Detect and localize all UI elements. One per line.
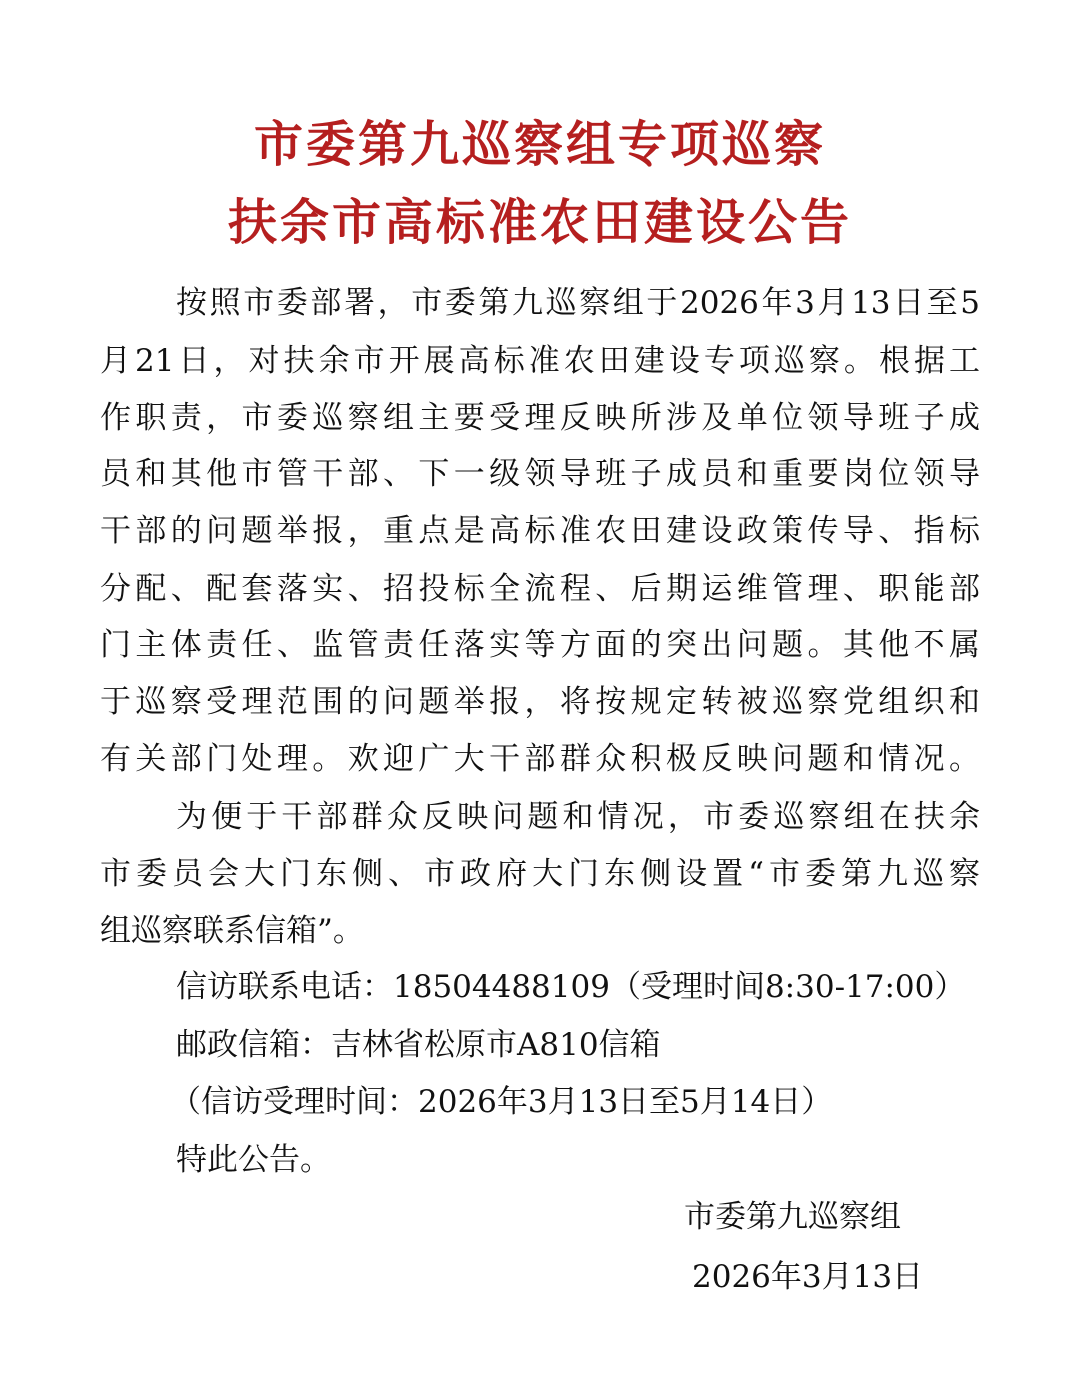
signature-organization: 市委第九巡察组 <box>684 1199 901 1235</box>
paragraph-1-line: 作职责，市委巡察组主要受理反映所涉及单位领导班子成 <box>100 400 980 436</box>
title-line-1: 市委第九巡察组专项巡察 <box>253 115 826 173</box>
title-line-2: 扶余市高标准农田建设公告 <box>227 193 852 251</box>
paragraph-1-line: 于巡察受理范围的问题举报，将按规定转被巡察党组织和 <box>100 684 980 720</box>
paragraph-1-line: 分配、配套落实、招投标全流程、后期运维管理、职能部 <box>100 571 980 607</box>
paragraph-1-line: 月21日，对扶余市开展高标准农田建设专项巡察。根据工 <box>100 343 980 379</box>
paragraph-2-line: 市委员会大门东侧、市政府大门东侧设置“市委第九巡察 <box>100 856 980 892</box>
signature-date: 2026年3月13日 <box>692 1259 924 1295</box>
paragraph-2-line: 为便于干部群众反映问题和情况，市委巡察组在扶余 <box>176 799 980 835</box>
paragraph-1-line: 员和其他市管干部、下一级领导班子成员和重要岗位领导 <box>100 456 980 492</box>
paragraph-1-line: 按照市委部署，市委第九巡察组于2026年3月13日至5 <box>176 285 980 321</box>
contact-phone: 信访联系电话：18504488109（受理时间8:30-17:00） <box>176 969 966 1005</box>
paragraph-1-line: 有关部门处理。欢迎广大干部群众积极反映问题和情况。 <box>100 741 980 777</box>
closing-statement: 特此公告。 <box>176 1142 331 1178</box>
acceptance-period: （信访受理时间：2026年3月13日至5月14日） <box>170 1084 833 1120</box>
paragraph-2-line: 组巡察联系信箱”。 <box>100 913 364 949</box>
postal-mailbox: 邮政信箱：吉林省松原市A810信箱 <box>176 1027 661 1063</box>
paragraph-1-line: 门主体责任、监管责任落实等方面的突出问题。其他不属 <box>100 627 980 663</box>
paragraph-1-line: 干部的问题举报，重点是高标准农田建设政策传导、指标 <box>100 513 980 549</box>
